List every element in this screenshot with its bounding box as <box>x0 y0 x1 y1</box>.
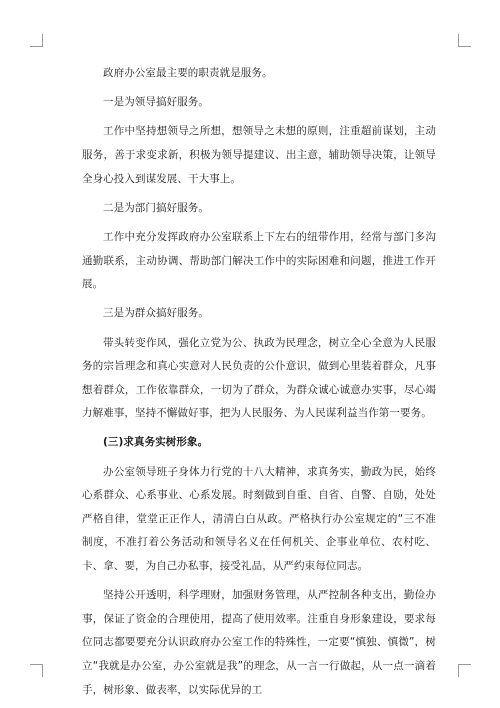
corner-mark-top-left <box>30 34 43 47</box>
section-heading: 一是为领导搞好服务。 <box>103 96 209 109</box>
section-heading: 二是为部门搞好服务。 <box>103 201 209 214</box>
paragraph: 办公室领导班子身体力行党的十八大精神，求真务实，勤政为民，始终心系群众、心系事业、心系发展。时刻做到自重、自省、自警、自励，处处严格自律，堂堂正正作人，清清白白从政。严格执行办公室规定的“三不准制度，不准打着公务活动和领导名义在任何机关、企事业单位、农村吃、卡、拿、要，为自己办私事，接受礼品，从严约束每位同志。 <box>82 465 436 573</box>
paragraph: 带头转变作风，强化立党为公、执政为民理念，树立全心全意为人民服务的宗旨理念和真心实意对人民负责的公仆意识，做到心里装着群众，凡事想着群众，工作依靠群众，一切为了群众，为群众诚心诚意办实事，尽心竭力解难事，坚持不懈做好事，把为人民服务、为人民谋利益当作第一要务。 <box>82 336 436 420</box>
document-body <box>82 62 436 708</box>
corner-mark-top-right <box>458 34 471 47</box>
corner-mark-bottom-left <box>30 664 43 677</box>
corner-mark-bottom-right <box>458 664 471 677</box>
paragraph: 坚持公开透明，科学理财，加强财务管理，从严控制各种支出，勤俭办事，保证了资金的合理使用，提高了使用效率。注重自身形象建设，要求每位同志都要要充分认识政府办公室工作的特殊性，一定要“慎独、慎微”，树立“我就是办公室，办公室就是我”的理念，从一言一行做起，从一点一滴着手，树形象、做表率，以实际优异的工 <box>82 589 436 696</box>
paragraph: 工作中充分发挥政府办公室联系上下左右的纽带作用，经常与部门多沟通勤联系，主动协调、帮助部门解决工作中的实际困难和问题，推进工作开展。 <box>82 230 436 291</box>
paragraph: 工作中坚持想领导之所想，想领导之未想的原则，注重超前谋划，主动服务，善于求变求新，积极为领导提建议、出主意，辅助领导决策，让领导全身心投入到谋发展、干大事上。 <box>82 125 436 185</box>
paragraph: 政府办公室最主要的职责就是服务。 <box>103 67 273 79</box>
section-heading-bold: (三)求真务实树形象。 <box>103 436 209 449</box>
section-heading: 三是为群众搞好服务。 <box>103 307 209 320</box>
